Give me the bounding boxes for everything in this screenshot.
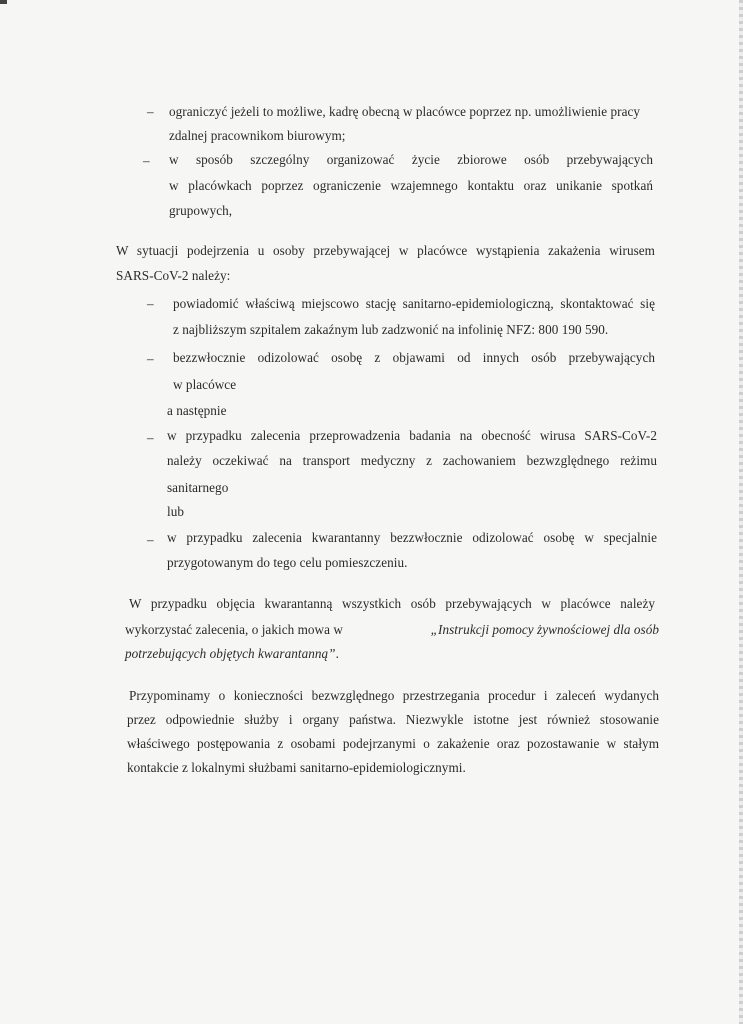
list1-item1-line1: ograniczyć jeżeli to możliwe, kadrę obecną w placówce poprzez np. umożliwienie pracy xyxy=(169,104,641,119)
para3-line2: przez odpowiednie służby i organy państwa. Niezwykle istotne jest również stosowanie xyxy=(127,712,659,727)
list2-item3-line1: w przypadku zalecenia przeprowadzenia badania na obecność wirusa SARS-CoV-2 xyxy=(167,428,657,443)
list-bullet: – xyxy=(147,104,154,119)
list-bullet: – xyxy=(147,532,154,547)
para2-line3-period: . xyxy=(335,646,339,661)
list-bullet: – xyxy=(147,430,154,445)
para1-line1: W sytuacji podejrzenia u osoby przebywającej w placówce wystąpienia zakażenia wirusem xyxy=(116,243,655,258)
list1-item2-line1: w sposób szczególny organizować życie zbiorowe osób przebywających xyxy=(169,152,653,167)
para2-line2-regular: wykorzystać zaleceniа, o jakich mowa w xyxy=(125,622,343,637)
scan-corner-mark xyxy=(0,0,7,4)
instruction-title-part2: potrzebujących objętych kwarantanną” xyxy=(125,646,336,661)
list2-item3-line2: należy oczekiwać na transport medyczny z zachowaniem bezwzględnego reżimu xyxy=(167,453,657,468)
list2-item1-line1: powiadomić właściwą miejscowo stację sanitarno-epidemiologiczną, skontaktować się xyxy=(173,296,655,311)
para3-line3: właściwego postępowania z osobami podejrzanymi o zakażenie oraz pozostawanie w stałym xyxy=(127,736,659,751)
list2-item4-line1: w przypadku zalecenia kwarantanny bezzwłocznie odizolować osobę w specjalnie xyxy=(167,530,657,545)
scan-edge xyxy=(739,0,743,1024)
list2-item4-line2: przygotowanym do tego celu pomieszczeniu. xyxy=(167,555,408,570)
para2-line1: W przypadku objęcia kwarantanną wszystkich osób przebywających w placówce należy xyxy=(129,596,655,611)
list2-item3-line3: sanitarnego xyxy=(167,480,229,495)
list2-item2-line3: a następnie xyxy=(167,403,227,418)
list2-item2-line1: bezzwłocznie odizolować osobę z objawami od innych osób przebywających xyxy=(173,350,655,365)
list-bullet: – xyxy=(147,351,154,366)
para2-line2 xyxy=(125,622,659,638)
para1-line2: SARS-CoV-2 należy: xyxy=(116,268,231,283)
para3-line1: Przypominamy o konieczności bezwzględnego przestrzegania procedur i zaleceń wydanych xyxy=(129,688,659,703)
list-bullet: – xyxy=(147,296,154,311)
list-bullet: – xyxy=(143,153,150,168)
para2-line3 xyxy=(125,646,339,662)
instruction-title-part1: „Instrukcji pomocy żywnościowej dla osób xyxy=(430,622,659,637)
list2-item3-line4: lub xyxy=(167,504,185,519)
list2-item2-line2: w placówce xyxy=(173,377,237,392)
list1-item2-line2: w placówkach poprzez ograniczenie wzajemnego kontaktu oraz unikanie spotkań xyxy=(169,178,653,193)
list2-item1-line2: z najbliższym szpitalem zakaźnym lub zadzwonić na infolinię NFZ: 800 190 590. xyxy=(173,322,609,337)
list1-item1-line2: zdalnej pracownikom biurowym; xyxy=(169,128,346,143)
para3-line4: kontakcie z lokalnymi służbami sanitarno-epidemiologicznymi. xyxy=(127,760,466,775)
list1-item2-line3: grupowych, xyxy=(169,203,233,218)
